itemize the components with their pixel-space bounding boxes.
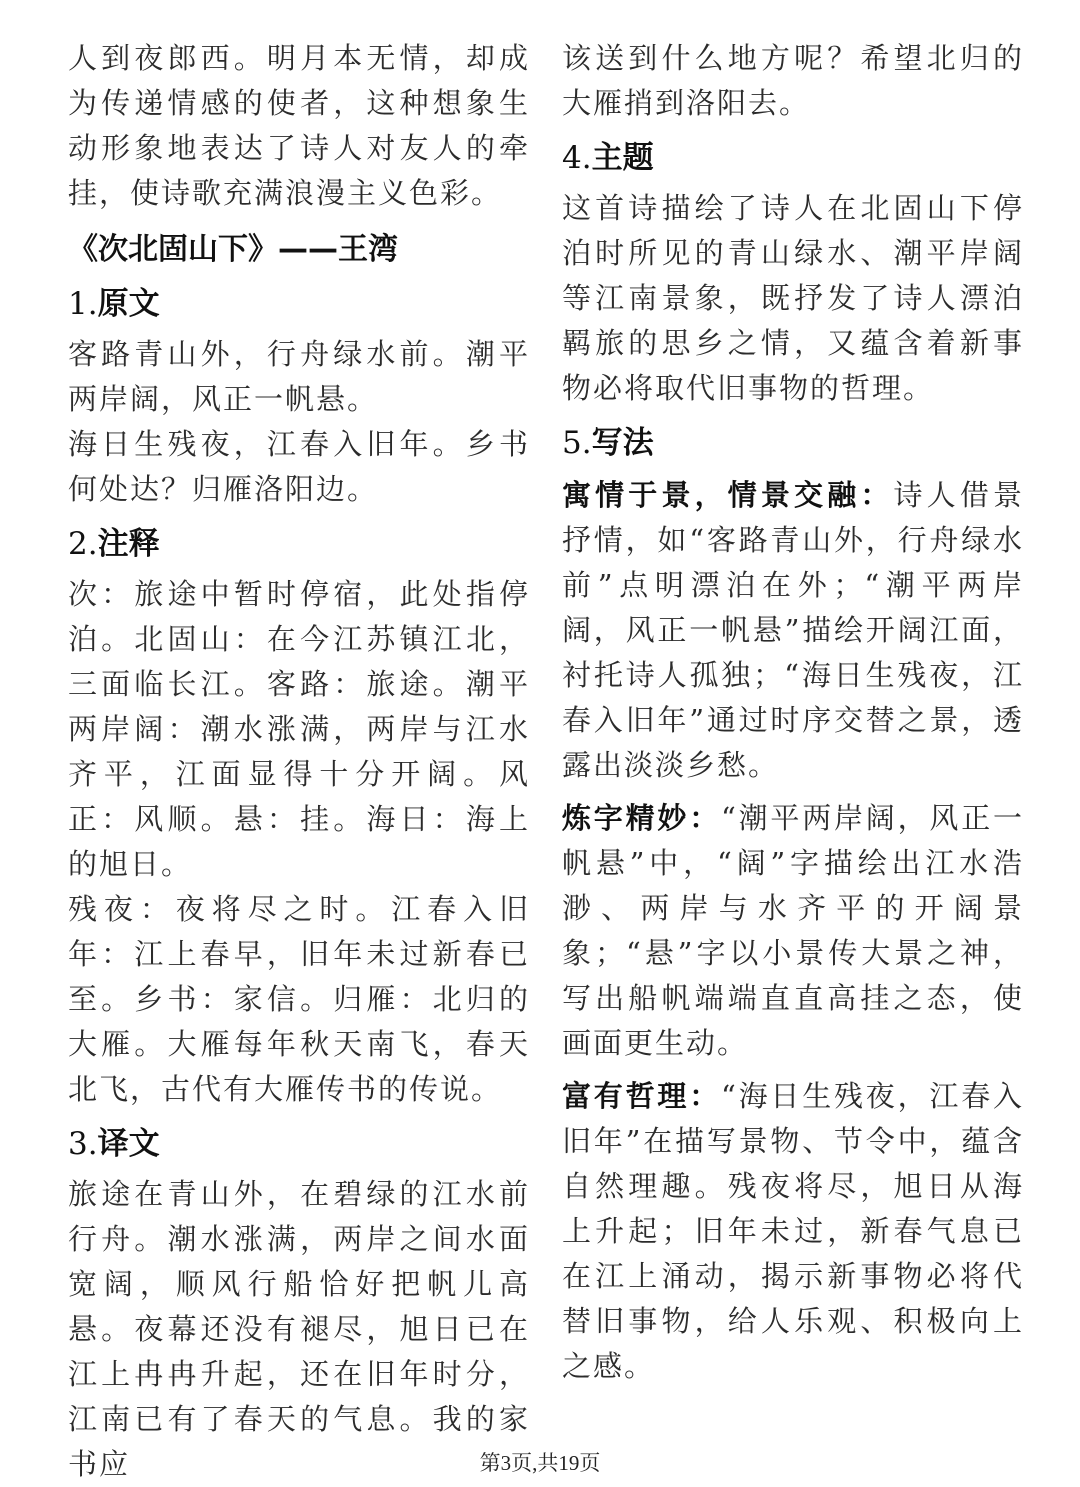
intro-paragraph: 人到夜郎西。明月本无情，却成为传递情感的使者，这种想象生动形象地表达了诗人对友人的牵挂，使诗歌充满浪漫主义色彩。 <box>68 41 530 210</box>
section-title: 译文 <box>97 1126 160 1162</box>
technique-point <box>562 1074 1024 1389</box>
section-number: 2. <box>68 526 98 562</box>
technique-term: 炼字精妙： <box>562 801 721 835</box>
technique-point <box>562 473 1024 788</box>
page-number: 第3页,共19页 <box>479 1451 601 1475</box>
section-heading-translation <box>68 1122 530 1166</box>
technique-term: 寓情于景，情景交融： <box>562 478 894 512</box>
section-number: 5. <box>562 425 592 461</box>
translation-continued: 该送到什么地方呢？希望北归的大雁捎到洛阳去。 <box>562 41 1024 120</box>
section-title: 注释 <box>97 526 160 562</box>
section-title: 写法 <box>591 425 654 461</box>
technique-text: “潮平两岸阔，风正一帆悬”中，“阔”字描绘出江水浩渺、两岸与水齐平的开阔景象；“悬”字以小景传大景之神，写出船帆端端直直高挂之态，使画面更生动。 <box>562 801 1024 1060</box>
section-heading-technique <box>562 421 1024 465</box>
right-column <box>562 36 1024 1389</box>
section-number: 3. <box>68 1126 98 1162</box>
section-heading-notes <box>68 522 530 566</box>
section-number: 4. <box>562 140 592 176</box>
notes-paragraph: 次：旅途中暂时停宿，此处指停泊。北固山：在今江苏镇江北，三面临长江。客路：旅途。潮平两岸阔：潮水涨满，两岸与江水齐平，江面显得十分开阔。风正：风顺。悬：挂。海日：海上的旭日。 <box>68 577 530 881</box>
poem-line: 客路青山外，行舟绿水前。潮平两岸阔，风正一帆悬。 <box>68 337 530 416</box>
left-column <box>68 36 530 1487</box>
section-number: 1. <box>68 286 98 322</box>
notes-paragraph: 残夜：夜将尽之时。江春入旧年：江上春早，旧年未过新春已至。乡书：家信。归雁：北归的大雁。大雁每年秋天南飞，春天北飞，古代有大雁传书的传说。 <box>68 892 530 1106</box>
technique-text: 诗人借景抒情，如“客路青山外，行舟绿水前”点明漂泊在外；“潮平两岸阔，风正一帆悬”描绘开阔江面，衬托诗人孤独；“海日生残夜，江春入旧年”通过时序交替之景，透露出淡淡乡愁。 <box>562 478 1024 782</box>
technique-text: “海日生残夜，江春入旧年”在描写景物、节令中，蕴含自然理趣。残夜将尽，旭日从海上升起；旧年未过，新春气息已在江上涌动，揭示新事物必将代替旧事物，给人乐观、积极向上之感。 <box>562 1079 1024 1383</box>
technique-term: 富有哲理： <box>562 1079 721 1113</box>
technique-point <box>562 796 1024 1066</box>
poem-title: 《次北固山下》——王湾 <box>68 232 398 267</box>
section-title: 原文 <box>97 286 160 322</box>
section-title: 主题 <box>591 140 654 176</box>
section-heading-theme <box>562 136 1024 180</box>
section-heading-original <box>68 282 530 326</box>
translation-paragraph: 旅途在青山外，在碧绿的江水前行舟。潮水涨满，两岸之间水面宽阔，顺风行船恰好把帆儿高悬。夜幕还没有褪尽，旭日已在江上冉冉升起，还在旧年时分，江南已有了春天的气息。我的家书应 <box>68 1177 530 1481</box>
poem-line: 海日生残夜，江春入旧年。乡书何处达？归雁洛阳边。 <box>68 427 530 506</box>
theme-paragraph: 这首诗描绘了诗人在北固山下停泊时所见的青山绿水、潮平岸阔等江南景象，既抒发了诗人漂泊羁旅的思乡之情，又蕴含着新事物必将取代旧事物的哲理。 <box>562 191 1024 405</box>
